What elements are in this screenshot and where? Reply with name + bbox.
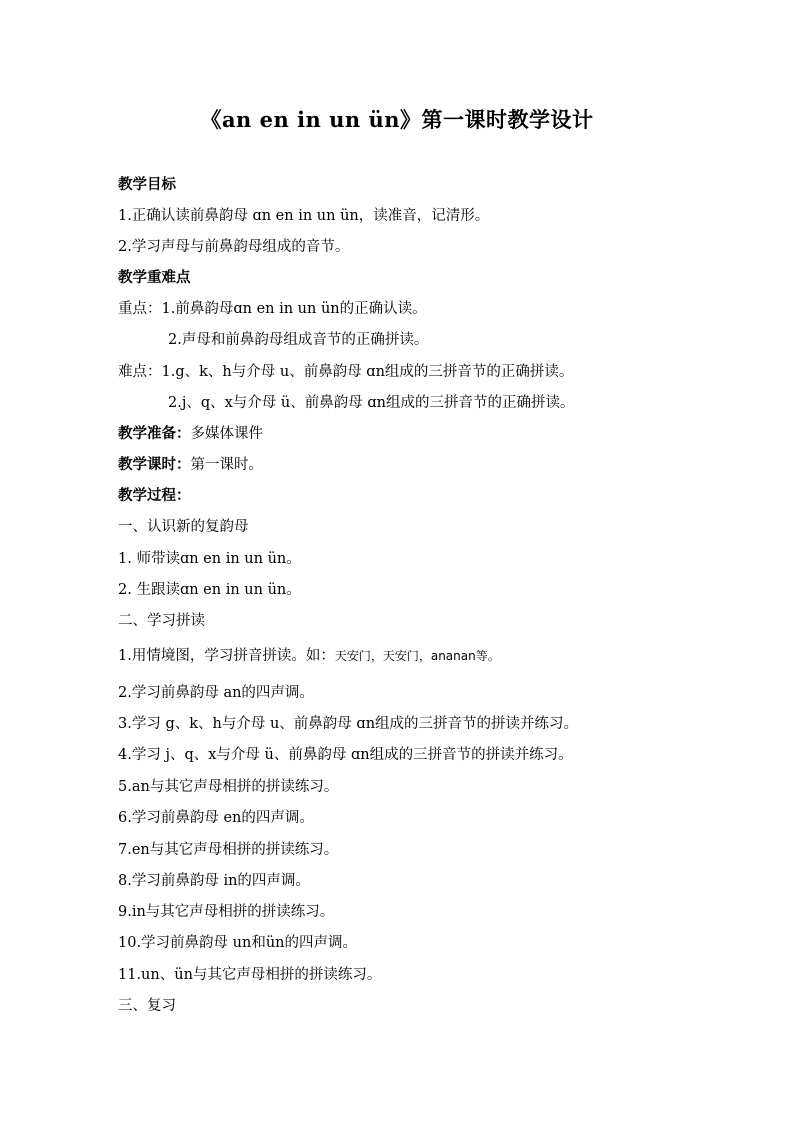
- part2-step-5: 5.an与其它声母相拼的拼读练习。: [118, 779, 339, 795]
- part2-step-2: 2.学习前鼻韵母 an的四声调。: [118, 685, 314, 701]
- difficult-point-2: 2.j、q、x与介母 ü、前鼻韵母 ɑn组成的三拼音节的正确拼读。: [168, 395, 575, 411]
- difficult-point-1: 难点：1.g、k、h与介母 u、前鼻韵母 ɑn组成的三拼音节的正确拼读。: [118, 364, 574, 380]
- document-title: 《an en in un ün》第一课时教学设计: [200, 107, 594, 132]
- part2-step-11: 11.un、ün与其它声母相拼的拼读练习。: [118, 967, 382, 983]
- part2-step-10: 10.学习前鼻韵母 un和ün的四声调。: [118, 935, 358, 951]
- process-heading: 教学过程：: [118, 487, 191, 504]
- preparation-label: 教学准备：: [118, 425, 191, 442]
- part2-step-4: 4.学习 j、q、x与介母 ü、前鼻韵母 ɑn组成的三拼音节的拼读并练习。: [118, 747, 573, 763]
- objective-2: 2.学习声母与前鼻韵母组成的音节。: [118, 239, 350, 255]
- part2-step-7: 7.en与其它声母相拼的拼读练习。: [118, 842, 339, 858]
- part1-step-2: 2. 生跟读ɑn en in un ün。: [118, 582, 301, 598]
- lesson-value: 第一课时。: [190, 457, 263, 473]
- part2-step-8: 8.学习前鼻韵母 in的四声调。: [118, 873, 310, 889]
- part2-step-1-example: 天安门，天安门，ananan等。: [334, 649, 500, 663]
- preparation-line: [118, 424, 263, 444]
- part2-step-1: [118, 646, 500, 666]
- lesson-label: 教学课时：: [118, 456, 191, 473]
- part2-step-1-main: 1.用情境图，学习拼音拼读。如：: [118, 648, 335, 664]
- part2-heading: 二、学习拼读: [118, 613, 205, 629]
- key-difficult-heading: 教学重难点: [118, 269, 191, 286]
- part3-heading: 三、复习: [118, 998, 176, 1014]
- part2-step-6: 6.学习前鼻韵母 en的四声调。: [118, 810, 314, 826]
- lesson-line: [118, 455, 263, 475]
- part2-step-9: 9.in与其它声母相拼的拼读练习。: [118, 904, 335, 920]
- part1-step-1: 1. 师带读ɑn en in un ün。: [118, 551, 301, 567]
- part1-heading: 一、认识新的复韵母: [118, 519, 249, 535]
- objective-1: 1.正确认读前鼻韵母 ɑn en in un ün，读准音，记清形。: [118, 208, 490, 224]
- objectives-heading: 教学目标: [118, 176, 176, 193]
- key-point-2: 2.声母和前鼻韵母组成音节的正确拼读。: [168, 332, 429, 348]
- part2-step-3: 3.学习 g、k、h与介母 u、前鼻韵母 ɑn组成的三拼音节的拼读并练习。: [118, 716, 579, 732]
- preparation-value: 多媒体课件: [190, 426, 263, 442]
- key-point-1: 重点：1.前鼻韵母ɑn en in un ün的正确认读。: [118, 301, 427, 317]
